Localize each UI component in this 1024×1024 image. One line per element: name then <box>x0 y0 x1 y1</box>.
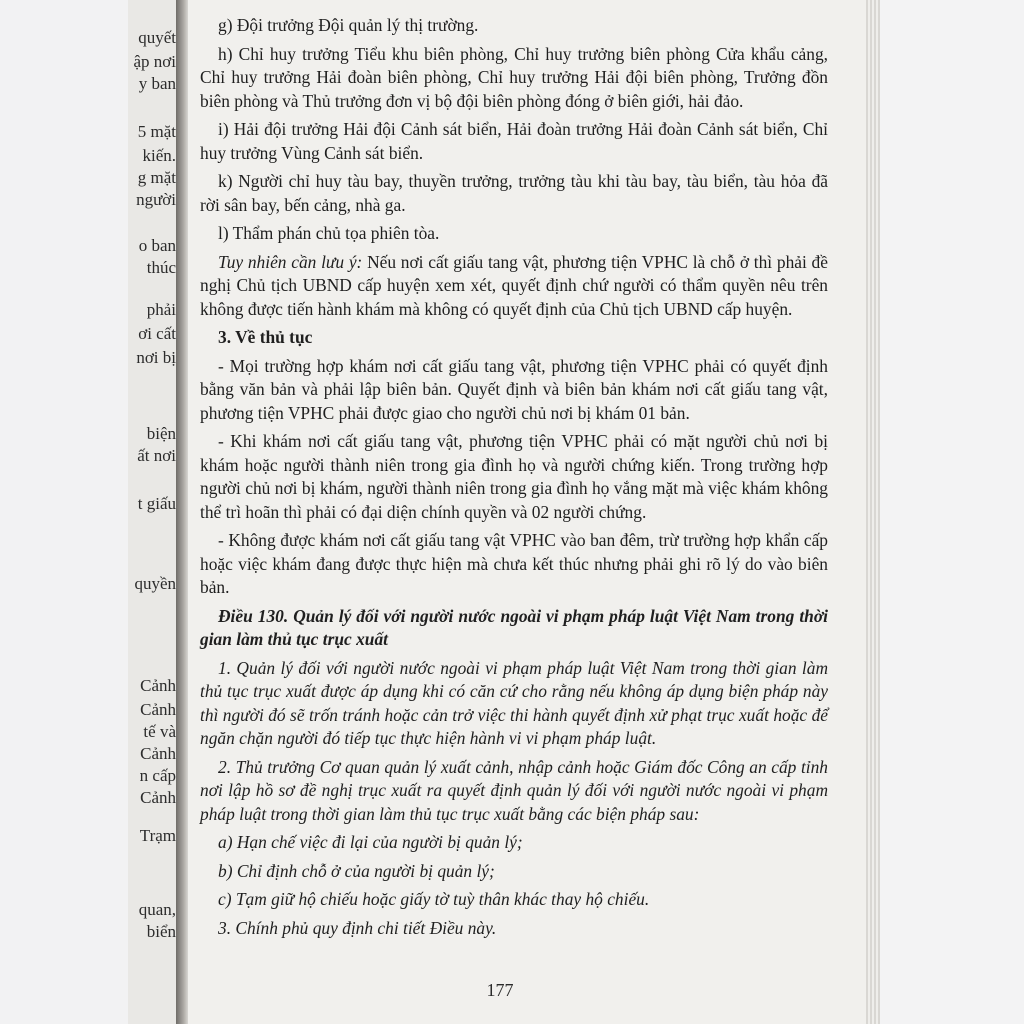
clause-3: 3. Chính phủ quy định chi tiết Điều này. <box>218 917 497 938</box>
section-heading: 3. Về thủ tục <box>218 327 313 347</box>
left-fragment: ơi cất <box>138 324 176 343</box>
list-item-l: l) Thẩm phán chủ tọa phiên tòa. <box>218 223 440 243</box>
note-text: Nếu nơi cất giấu tang vật, phương tiện VPHC là chỗ ở thì phải đề nghị Chủ tịch UBND cấp huyện xem xét, quyết định chứ người có thẩm quyền nêu trên không được tiến hành khám mà không có quyết định của Chủ tịch UBND cấp huyện. <box>200 251 828 319</box>
list-item-g: g) Đội trưởng Đội quản lý thị trường. <box>218 15 479 35</box>
left-fragment: Cảnh <box>140 788 176 807</box>
list-item-k: k) Người chỉ huy tàu bay, thuyền trưởng, trưởng tàu khi tàu bay, tàu biển, tàu hỏa đã rời sân bay, bến cảng, nhà ga. <box>200 171 828 215</box>
background-left <box>0 0 130 1024</box>
left-fragment: quyết <box>138 28 176 47</box>
left-fragment: t giấu <box>137 494 176 513</box>
left-fragment: 5 mặt <box>137 122 176 141</box>
left-fragment: phải <box>146 300 176 319</box>
left-fragment: quyền <box>134 574 176 593</box>
clause-2b: b) Chỉ định chỗ ở của người bị quản lý; <box>218 860 495 881</box>
left-fragment: nơi bị <box>136 348 176 367</box>
page-body <box>200 14 828 945</box>
procedure-paragraph-2: - Khi khám nơi cất giấu tang vật, phương tiện VPHC phải có mặt người chủ nơi bị khám hoặc người thành niên trong gia đình họ và người chứng kiến. Trong trường hợp người chủ nơi bị khám, người thành niên trong gia đình họ vắng mặt mà việc khám không thể trì hoãn thì phải có đại diện chính quyền và 02 người chứng. <box>200 431 828 522</box>
left-fragment: ất nơi <box>137 446 176 465</box>
left-fragment: biện <box>146 424 176 443</box>
left-page-edge <box>128 0 180 1024</box>
left-fragment: y ban <box>138 74 176 93</box>
left-fragment: quan, <box>138 900 176 919</box>
left-fragment: ập nơi <box>133 52 176 71</box>
clause-2: 2. Thủ trưởng Cơ quan quản lý xuất cảnh, nhập cảnh hoặc Giám đốc Công an cấp tỉnh nơi lập hồ sơ đề nghị trục xuất ra quyết định quản lý đối với người nước ngoài vi phạm pháp luật trong thời gian làm thủ tục trục xuất bằng các biện pháp sau: <box>200 756 828 824</box>
article-heading: Điều 130. Quản lý đối với người nước ngoài vi phạm pháp luật Việt Nam trong thời gian làm thủ tục trục xuất <box>200 605 828 649</box>
clause-2c: c) Tạm giữ hộ chiếu hoặc giấy tờ tuỳ thân khác thay hộ chiếu. <box>218 889 650 909</box>
page-number: 177 <box>486 980 514 1000</box>
left-fragment: Trạm <box>139 826 176 845</box>
left-fragment: o ban <box>138 236 176 255</box>
left-fragment: g mặt <box>137 168 176 187</box>
clause-2a: a) Hạn chế việc đi lại của người bị quản lý; <box>218 832 523 852</box>
procedure-paragraph-1: - Mọi trường hợp khám nơi cất giấu tang vật, phương tiện VPHC phải có quyết định bằng văn bản và phải lập biên bản. Quyết định và biên bản khám nơi cất giấu tang vật, phương tiện VPHC phải được giao cho người chủ nơi bị khám 01 bản. <box>200 355 828 423</box>
left-fragment: người <box>136 190 176 209</box>
background-right <box>878 0 1024 1024</box>
note-paragraph <box>200 251 828 322</box>
list-item-i: i) Hải đội trưởng Hải đội Cảnh sát biển, Hải đoàn trưởng Hải đoàn Cảnh sát biển, Chỉ huy trưởng Vùng Cảnh sát biển. <box>200 119 828 163</box>
left-fragment: biển <box>146 922 176 941</box>
page-stack-edge <box>866 0 880 1024</box>
list-item-h: h) Chỉ huy trưởng Tiểu khu biên phòng, Chỉ huy trưởng biên phòng Cửa khẩu cảng, Chỉ huy trưởng Hải đoàn biên phòng, Chỉ huy trưởng Hải đội biên phòng, Trưởng đồn biên phòng và Thủ trưởng đơn vị bộ đội biên phòng đóng ở biên giới, hải đảo. <box>200 43 828 111</box>
clause-1: 1. Quản lý đối với người nước ngoài vi phạm pháp luật Việt Nam trong thời gian làm thủ tục trục xuất được áp dụng khi có căn cứ cho rằng nếu không áp dụng biện pháp này thì người đó sẽ trốn tránh hoặc cản trở việc thi hành quyết định xử phạt trục xuất hoặc để ngăn chặn người đó tiếp tục thực hiện hành vi vi phạm pháp luật. <box>200 657 828 748</box>
left-fragment: Cảnh <box>140 676 176 695</box>
procedure-paragraph-3: - Không được khám nơi cất giấu tang vật VPHC vào ban đêm, trừ trường hợp khẩn cấp hoặc việc khám đang được thực hiện mà chưa kết thúc nhưng phải ghi rõ lý do vào biên bản. <box>200 530 828 597</box>
left-fragment: n cấp <box>139 766 176 785</box>
left-fragment: Cảnh <box>140 700 176 719</box>
left-fragment: tế và <box>143 722 176 741</box>
book-gutter <box>176 0 188 1024</box>
left-fragment: Cảnh <box>140 744 176 763</box>
left-fragment: kiến. <box>142 146 176 165</box>
left-fragment: thúc <box>146 258 176 277</box>
note-label: Tuy nhiên cần lưu ý: <box>218 251 363 272</box>
